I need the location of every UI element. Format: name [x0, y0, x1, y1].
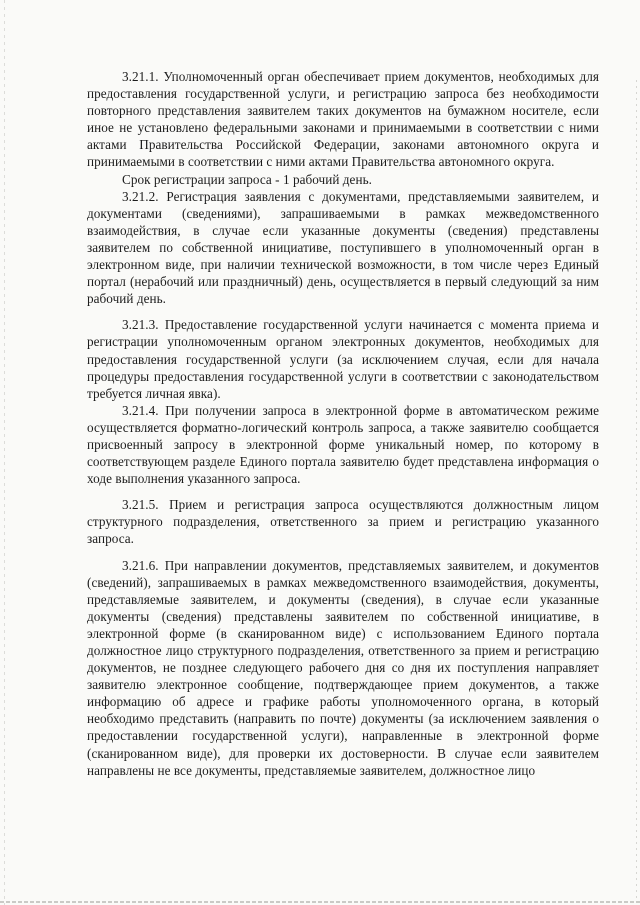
scan-edge-left	[4, 0, 5, 905]
scan-edge-bottom	[0, 901, 640, 903]
paragraph-3-21-6: 3.21.6. При направлении документов, представляемых заявителем, и документов (сведений), запрашиваемых в рамках межведомственного взаимодействия, документы, представляемые заявителем, и документы (сведения), в случае если указанные документы (сведения) представлены заявителем по собственной инициативе, в электронной форме (в сканированном виде) с использованием Единого портала должностное лицо структурного подразделения, ответственного за прием и регистрацию документов, не позднее следующего рабочего дня со дня их поступления направляет заявителю электронное сообщение, подтверждающее прием документов, а также информацию об адресе и графике работы уполномоченного органа, в который необходимо представить (направить по почте) документы (за исключением заявления о предоставлении государственной услуги), направленные в электронной форме (сканированном виде), для проверки их достоверности. В случае если заявителем направлены не все документы, представляемые заявителем, должностное лицо	[87, 557, 599, 778]
paragraph-3-21-1: 3.21.1. Уполномоченный орган обеспечивает прием документов, необходимых для предоставления государственной услуги, и регистрацию запроса без необходимости повторного представления заявителем таких документов на бумажном носителе, если иное не установлено федеральными законами и принимаемыми в соответствии с ними актами Правительства Российской Федерации, законами автономного округа и принимаемыми в соответствии с ними актами Правительства автономного округа.	[87, 69, 599, 170]
paragraph-3-21-3: 3.21.3. Предоставление государственной услуги начинается с момента приема и регистрации уполномоченным органом электронных документов, необходимых для предоставления государственной услуги (за исключением случая, если для начала процедуры предоставления государственной услуги в соответствии с законодательством требуется личная явка).	[87, 317, 599, 401]
scan-edge-right	[636, 80, 637, 900]
document-body	[87, 68, 599, 779]
paragraph-3-21-4: 3.21.4. При получении запроса в электронной форме в автоматическом режиме осуществляется форматно-логический контроль запроса, а также заявителю сообщается присвоенный запросу в электронной форме уникальный номер, по которому в соответствующем разделе Единого портала заявителю будет представлена информация о ходе выполнения указанного запроса.	[87, 402, 599, 487]
paragraph-registration-term: Срок регистрации запроса - 1 рабочий день.	[122, 171, 372, 187]
paragraph-3-21-2: 3.21.2. Регистрация заявления с документами, представляемыми заявителем, и документами (сведениями), запрашиваемыми в рамках межведомственного взаимодействия, в случае если указанные документы (сведения) представлены заявителем по собственной инициативе, поступившего в уполномоченный орган в электронном виде, при наличии технической возможности, в том числе через Единый портал (нерабочий или праздничный) день, осуществляется в первый следующий за ним рабочий день.	[87, 188, 599, 307]
paragraph-3-21-5: 3.21.5. Прием и регистрация запроса осуществляются должностным лицом структурного подразделения, ответственного за прием и регистрацию указанного запроса.	[87, 497, 599, 547]
